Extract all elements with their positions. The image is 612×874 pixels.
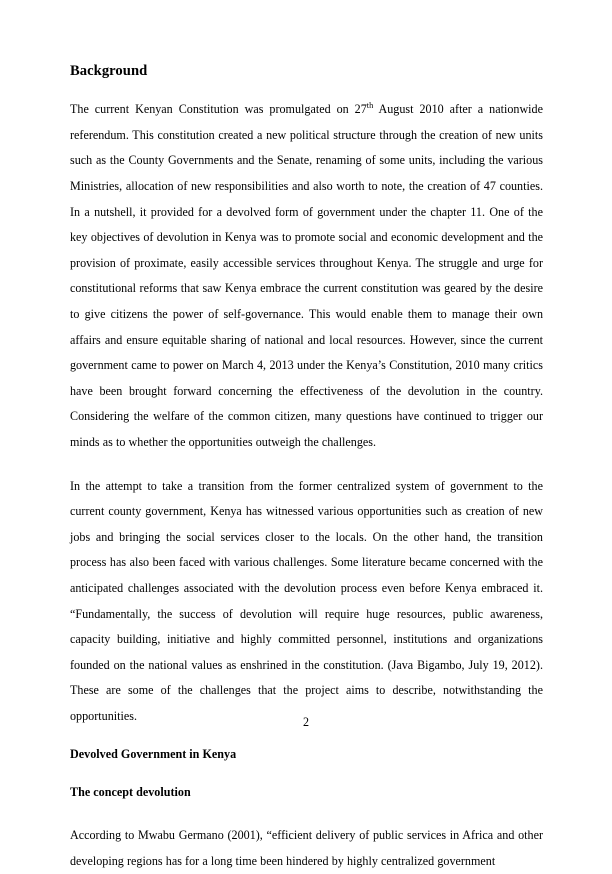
- paragraph-text-suffix: August 2010 after a nationwide referendum. This constitution created a new political structure through the creation of new units such as the County Governments and the Senate, renaming of some units, including the various Ministries, allocation of new responsibilities and also worth to note, the creation of 47 counties. In a nutshell, it provided for a devolved form of government under the chapter 11. One of the key objectives of devolution in Kenya was to promote social and economic development and the provision of proximate, easily accessible services throughout Kenya. The struggle and urge for constitutional reforms that saw Kenya embrace the current constitution was geared by the desire to give citizens the power of self-governance. This would enable them to manage their own affairs and ensure equitable sharing of national and local resources. However, since the current government came to power on March 4, 2013 under the Kenya’s Constitution, 2010 many critics have been brought forward concerning the effectiveness of the devolution in the country. Considering the welfare of the common citizen, many questions have continued to trigger our minds as to whether the opportunities outweigh the challenges.: [70, 102, 543, 449]
- subheading-concept-devolution: The concept devolution: [70, 785, 191, 800]
- paragraph-text-prefix: The current Kenyan Constitution was promulgated on 27: [70, 102, 367, 117]
- page-content: [70, 62, 543, 874]
- paragraph-background-1: [70, 97, 543, 455]
- paragraph-concept-devolution: According to Mwabu Germano (2001), “efficient delivery of public services in Africa and other developing regions has for a long time been hindered by highly centralized government: [70, 827, 543, 868]
- subheading-devolved-government: Devolved Government in Kenya: [70, 747, 237, 762]
- paragraph-background-2: In the attempt to take a transition from the former centralized system of government to the current county government, Kenya has witnessed various opportunities such as creation of new jobs and bringing the social services closer to the locals. On the other hand, the transition process has also been faced with various challenges. Some literature became concerned with the anticipated challenges associated with the devolution process even before Kenya embraced it. “Fundamentally, the success of devolution will require huge resources, public awareness, capacity building, initiative and highly committed personnel, institutions and organizations founded on the national values as enshrined in the constitution. (Java Bigambo, July 19, 2012). These are some of the challenges that the project aims to describe, notwithstanding the opportunities.: [70, 478, 543, 723]
- page-title: Background: [70, 63, 148, 79]
- page-number: 2: [302, 715, 310, 729]
- ordinal-suffix: th: [366, 101, 374, 111]
